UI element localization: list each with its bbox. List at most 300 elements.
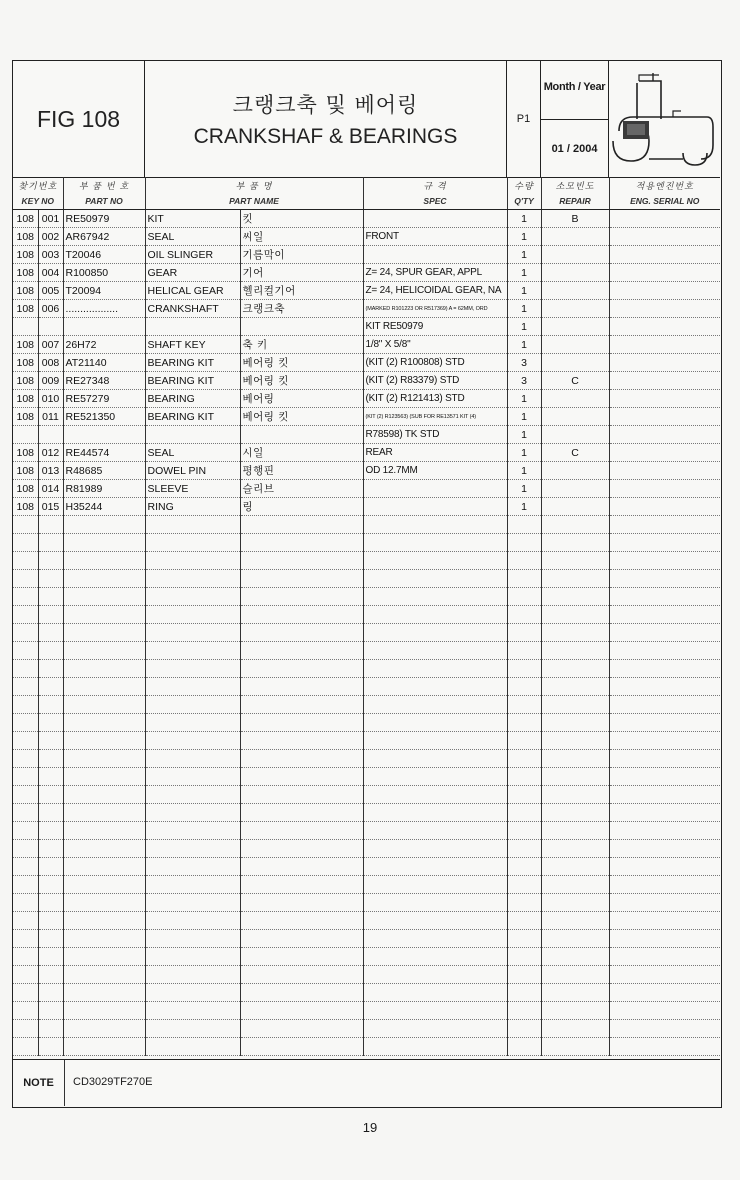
empty-cell	[240, 714, 363, 732]
part-name-english-cell: BEARING	[145, 390, 240, 408]
empty-cell	[507, 660, 541, 678]
empty-cell	[38, 678, 63, 696]
empty-cell	[63, 1002, 145, 1020]
empty-cell	[13, 552, 38, 570]
empty-cell	[541, 858, 609, 876]
table-row	[13, 318, 720, 336]
empty-cell	[541, 984, 609, 1002]
empty-cell	[145, 624, 240, 642]
engine-serial-cell	[609, 462, 720, 480]
empty-cell	[63, 984, 145, 1002]
empty-table-row	[13, 966, 720, 984]
key-number-cell: 013	[38, 462, 63, 480]
key-number-cell: 014	[38, 480, 63, 498]
empty-cell	[13, 750, 38, 768]
col-qty-ko: 수량	[507, 177, 541, 193]
fig-number-cell: 108	[13, 246, 38, 264]
key-number-cell: 009	[38, 372, 63, 390]
empty-cell	[609, 984, 720, 1002]
quantity-cell: 1	[507, 210, 541, 228]
fig-number-cell: 108	[13, 462, 38, 480]
col-part-no-ko: 부 품 번 호	[63, 177, 145, 193]
empty-cell	[13, 804, 38, 822]
empty-cell	[240, 966, 363, 984]
empty-cell	[63, 624, 145, 642]
empty-cell	[363, 786, 507, 804]
page-indicator	[507, 61, 541, 177]
engine-serial-cell	[609, 426, 720, 444]
empty-cell	[13, 930, 38, 948]
empty-cell	[13, 876, 38, 894]
repair-frequency-cell	[541, 462, 609, 480]
spec-cell: (KIT (2) R121413) STD	[363, 390, 507, 408]
empty-cell	[363, 1020, 507, 1038]
spec-cell: (KIT (2) R100808) STD	[363, 354, 507, 372]
empty-cell	[13, 516, 38, 534]
empty-cell	[541, 822, 609, 840]
empty-cell	[63, 804, 145, 822]
empty-cell	[363, 516, 507, 534]
empty-table-row	[13, 534, 720, 552]
empty-cell	[63, 966, 145, 984]
empty-cell	[363, 984, 507, 1002]
empty-cell	[63, 570, 145, 588]
quantity-cell: 1	[507, 426, 541, 444]
empty-cell	[13, 570, 38, 588]
empty-cell	[507, 588, 541, 606]
table-row	[13, 372, 720, 390]
empty-cell	[63, 930, 145, 948]
empty-cell	[38, 732, 63, 750]
empty-cell	[541, 876, 609, 894]
empty-cell	[38, 750, 63, 768]
part-name-english-cell: CRANKSHAFT	[145, 300, 240, 318]
fig-number-cell: 108	[13, 408, 38, 426]
table-row	[13, 300, 720, 318]
empty-cell	[541, 768, 609, 786]
empty-cell	[63, 1020, 145, 1038]
empty-cell	[240, 876, 363, 894]
empty-cell	[13, 1038, 38, 1056]
empty-table-row	[13, 750, 720, 768]
table-row	[13, 480, 720, 498]
empty-cell	[363, 678, 507, 696]
fig-number-cell: 108	[13, 480, 38, 498]
part-number-cell: RE57279	[63, 390, 145, 408]
empty-cell	[541, 732, 609, 750]
empty-cell	[145, 912, 240, 930]
column-headers-korean	[13, 177, 720, 193]
empty-cell	[145, 768, 240, 786]
empty-cell	[63, 786, 145, 804]
empty-cell	[63, 534, 145, 552]
part-number-cell	[63, 426, 145, 444]
note-section	[13, 1059, 720, 1107]
empty-cell	[363, 570, 507, 588]
empty-table-row	[13, 570, 720, 588]
spec-cell: R78598) TK STD	[363, 426, 507, 444]
empty-cell	[13, 894, 38, 912]
empty-cell	[609, 642, 720, 660]
empty-cell	[145, 984, 240, 1002]
part-name-korean-cell: 슬리브	[240, 480, 363, 498]
quantity-cell: 1	[507, 282, 541, 300]
empty-cell	[145, 516, 240, 534]
empty-cell	[541, 624, 609, 642]
empty-cell	[609, 930, 720, 948]
key-number-cell: 003	[38, 246, 63, 264]
empty-cell	[145, 840, 240, 858]
quantity-cell: 1	[507, 444, 541, 462]
engine-serial-cell	[609, 372, 720, 390]
empty-cell	[507, 822, 541, 840]
quantity-cell: 1	[507, 228, 541, 246]
empty-cell	[541, 948, 609, 966]
empty-cell	[541, 966, 609, 984]
empty-cell	[507, 786, 541, 804]
empty-cell	[609, 534, 720, 552]
empty-cell	[13, 822, 38, 840]
empty-cell	[145, 966, 240, 984]
empty-table-row	[13, 876, 720, 894]
empty-cell	[63, 606, 145, 624]
empty-cell	[38, 876, 63, 894]
empty-cell	[145, 570, 240, 588]
part-name-korean-cell: 평행핀	[240, 462, 363, 480]
empty-cell	[363, 768, 507, 786]
empty-cell	[609, 570, 720, 588]
spec-cell: (KIT (2) R83379) STD	[363, 372, 507, 390]
empty-cell	[63, 660, 145, 678]
empty-cell	[609, 1020, 720, 1038]
empty-cell	[363, 930, 507, 948]
empty-cell	[507, 696, 541, 714]
fig-number-cell: 108	[13, 210, 38, 228]
spec-cell: (MARKED R101223 OR R517369) A = 62MM, ORD	[363, 300, 507, 318]
empty-cell	[363, 750, 507, 768]
repair-frequency-cell: B	[541, 210, 609, 228]
parts-catalog-page	[12, 60, 722, 1108]
empty-cell	[541, 660, 609, 678]
empty-cell	[145, 804, 240, 822]
empty-table-row	[13, 588, 720, 606]
empty-cell	[541, 1002, 609, 1020]
empty-cell	[240, 642, 363, 660]
part-number-cell: RE44574	[63, 444, 145, 462]
part-name-korean-cell: 축 키	[240, 336, 363, 354]
empty-cell	[145, 660, 240, 678]
repair-frequency-cell: C	[541, 444, 609, 462]
empty-cell	[240, 1002, 363, 1020]
part-name-korean-cell: 링	[240, 498, 363, 516]
empty-cell	[38, 948, 63, 966]
empty-cell	[240, 606, 363, 624]
empty-table-row	[13, 930, 720, 948]
empty-cell	[38, 894, 63, 912]
engine-serial-cell	[609, 480, 720, 498]
empty-table-row	[13, 606, 720, 624]
empty-cell	[240, 840, 363, 858]
part-name-korean-cell: 베어링 킷	[240, 408, 363, 426]
empty-cell	[63, 642, 145, 660]
empty-cell	[145, 534, 240, 552]
empty-cell	[541, 552, 609, 570]
empty-cell	[13, 534, 38, 552]
empty-cell	[363, 534, 507, 552]
table-row	[13, 246, 720, 264]
col-key-ko: 찾기번호	[18, 181, 58, 192]
empty-cell	[609, 516, 720, 534]
empty-cell	[63, 894, 145, 912]
empty-table-row	[13, 552, 720, 570]
empty-cell	[240, 786, 363, 804]
empty-cell	[240, 696, 363, 714]
fig-number-cell: 108	[13, 228, 38, 246]
empty-cell	[63, 912, 145, 930]
figure-number: FIG 108	[13, 61, 145, 177]
empty-cell	[363, 552, 507, 570]
empty-cell	[38, 534, 63, 552]
part-name-korean-cell	[240, 426, 363, 444]
engine-serial-cell	[609, 300, 720, 318]
engine-serial-cell	[609, 282, 720, 300]
engine-serial-cell	[609, 246, 720, 264]
part-name-english-cell: RING	[145, 498, 240, 516]
part-name-english-cell: KIT	[145, 210, 240, 228]
empty-cell	[609, 588, 720, 606]
empty-table-row	[13, 642, 720, 660]
key-number-cell: 011	[38, 408, 63, 426]
empty-table-row	[13, 822, 720, 840]
key-number-cell: 008	[38, 354, 63, 372]
empty-cell	[507, 1002, 541, 1020]
empty-cell	[609, 804, 720, 822]
empty-cell	[363, 894, 507, 912]
empty-cell	[507, 534, 541, 552]
empty-cell	[541, 714, 609, 732]
empty-cell	[507, 1020, 541, 1038]
empty-cell	[363, 660, 507, 678]
empty-cell	[363, 966, 507, 984]
empty-cell	[541, 894, 609, 912]
empty-cell	[38, 624, 63, 642]
empty-cell	[609, 750, 720, 768]
empty-cell	[38, 570, 63, 588]
empty-cell	[507, 948, 541, 966]
key-number-cell: 007	[38, 336, 63, 354]
empty-cell	[240, 534, 363, 552]
spec-cell: 1/8" X 5/8"	[363, 336, 507, 354]
empty-cell	[541, 570, 609, 588]
empty-cell	[240, 750, 363, 768]
quantity-cell: 3	[507, 372, 541, 390]
empty-cell	[507, 606, 541, 624]
quantity-cell: 1	[507, 264, 541, 282]
col-spec-ko: 규 격	[363, 177, 507, 193]
col-part-name-en: PART NAME	[145, 193, 363, 210]
empty-cell	[541, 516, 609, 534]
col-serial-ko: 적용엔진번호	[609, 177, 720, 193]
part-name-korean-cell: 크랭크축	[240, 300, 363, 318]
page-number: 19	[362, 1120, 378, 1135]
empty-cell	[240, 624, 363, 642]
repair-frequency-cell	[541, 246, 609, 264]
part-number-cell: R100850	[63, 264, 145, 282]
empty-cell	[240, 768, 363, 786]
part-name-korean-cell: 기름막이	[240, 246, 363, 264]
empty-table-row	[13, 660, 720, 678]
fig-number-cell	[13, 426, 38, 444]
empty-cell	[38, 552, 63, 570]
empty-cell	[541, 588, 609, 606]
empty-cell	[13, 966, 38, 984]
part-name-korean-cell: 기어	[240, 264, 363, 282]
fig-number-cell	[13, 318, 38, 336]
part-name-english-cell: GEAR	[145, 264, 240, 282]
empty-cell	[240, 930, 363, 948]
empty-table-row	[13, 894, 720, 912]
title-block	[145, 61, 507, 177]
empty-cell	[363, 732, 507, 750]
empty-cell	[507, 570, 541, 588]
empty-cell	[63, 516, 145, 534]
empty-cell	[13, 588, 38, 606]
empty-cell	[13, 768, 38, 786]
page-header	[13, 61, 720, 178]
date-value: 01 / 2004	[551, 143, 598, 155]
empty-table-row	[13, 948, 720, 966]
quantity-cell: 1	[507, 480, 541, 498]
empty-cell	[13, 696, 38, 714]
part-name-korean-cell: 헬리컬기어	[240, 282, 363, 300]
empty-cell	[63, 750, 145, 768]
empty-cell	[363, 714, 507, 732]
part-name-english-cell: BEARING KIT	[145, 372, 240, 390]
empty-cell	[63, 552, 145, 570]
repair-frequency-cell	[541, 498, 609, 516]
quantity-cell: 1	[507, 390, 541, 408]
engine-serial-cell	[609, 390, 720, 408]
empty-cell	[13, 1020, 38, 1038]
empty-cell	[363, 588, 507, 606]
spec-cell	[363, 246, 507, 264]
empty-cell	[609, 840, 720, 858]
empty-cell	[609, 822, 720, 840]
empty-cell	[541, 840, 609, 858]
empty-cell	[541, 606, 609, 624]
empty-cell	[541, 696, 609, 714]
empty-cell	[609, 1002, 720, 1020]
engine-serial-cell	[609, 408, 720, 426]
empty-cell	[609, 966, 720, 984]
empty-cell	[38, 786, 63, 804]
empty-cell	[13, 858, 38, 876]
part-number-cell: RE27348	[63, 372, 145, 390]
empty-cell	[507, 642, 541, 660]
empty-cell	[507, 1038, 541, 1056]
empty-cell	[13, 948, 38, 966]
empty-table-row	[13, 912, 720, 930]
part-name-english-cell: BEARING KIT	[145, 408, 240, 426]
key-number-cell	[38, 426, 63, 444]
empty-cell	[63, 876, 145, 894]
empty-cell	[63, 840, 145, 858]
empty-cell	[609, 624, 720, 642]
empty-cell	[507, 804, 541, 822]
part-name-korean-cell: 베어링 킷	[240, 372, 363, 390]
empty-cell	[13, 1002, 38, 1020]
empty-cell	[145, 750, 240, 768]
empty-table-row	[13, 714, 720, 732]
tractor-icon	[609, 61, 720, 177]
empty-table-row	[13, 1002, 720, 1020]
spec-cell	[363, 210, 507, 228]
empty-cell	[145, 642, 240, 660]
empty-cell	[13, 984, 38, 1002]
empty-cell	[363, 624, 507, 642]
empty-cell	[145, 714, 240, 732]
empty-cell	[38, 1002, 63, 1020]
empty-cell	[363, 696, 507, 714]
empty-cell	[541, 750, 609, 768]
empty-cell	[363, 912, 507, 930]
empty-cell	[240, 858, 363, 876]
empty-cell	[363, 804, 507, 822]
empty-cell	[541, 678, 609, 696]
empty-cell	[609, 696, 720, 714]
empty-cell	[507, 678, 541, 696]
spec-cell: Z= 24, SPUR GEAR, APPL	[363, 264, 507, 282]
empty-table-row	[13, 768, 720, 786]
empty-cell	[240, 804, 363, 822]
quantity-cell: 1	[507, 408, 541, 426]
part-number-cell: ..................	[63, 300, 145, 318]
part-name-korean-cell	[240, 318, 363, 336]
empty-cell	[507, 768, 541, 786]
empty-cell	[507, 750, 541, 768]
table-row	[13, 408, 720, 426]
empty-cell	[240, 948, 363, 966]
fig-number-cell: 108	[13, 498, 38, 516]
empty-cell	[145, 678, 240, 696]
empty-table-row	[13, 984, 720, 1002]
key-number-cell: 015	[38, 498, 63, 516]
key-number-cell: 002	[38, 228, 63, 246]
repair-frequency-cell	[541, 336, 609, 354]
empty-cell	[240, 732, 363, 750]
empty-cell	[13, 786, 38, 804]
part-number-cell: AR67942	[63, 228, 145, 246]
parts-table-body	[13, 210, 720, 1056]
table-row	[13, 336, 720, 354]
col-spec-en: SPEC	[363, 193, 507, 210]
empty-cell	[63, 588, 145, 606]
empty-cell	[38, 930, 63, 948]
key-number-cell: 004	[38, 264, 63, 282]
empty-table-row	[13, 696, 720, 714]
empty-cell	[609, 876, 720, 894]
empty-cell	[63, 732, 145, 750]
table-row	[13, 462, 720, 480]
engine-serial-cell	[609, 498, 720, 516]
part-name-english-cell: SEAL	[145, 228, 240, 246]
empty-cell	[507, 966, 541, 984]
engine-serial-cell	[609, 336, 720, 354]
repair-frequency-cell	[541, 282, 609, 300]
empty-cell	[63, 678, 145, 696]
table-row	[13, 264, 720, 282]
col-repair-ko: 소모빈도	[541, 177, 609, 193]
